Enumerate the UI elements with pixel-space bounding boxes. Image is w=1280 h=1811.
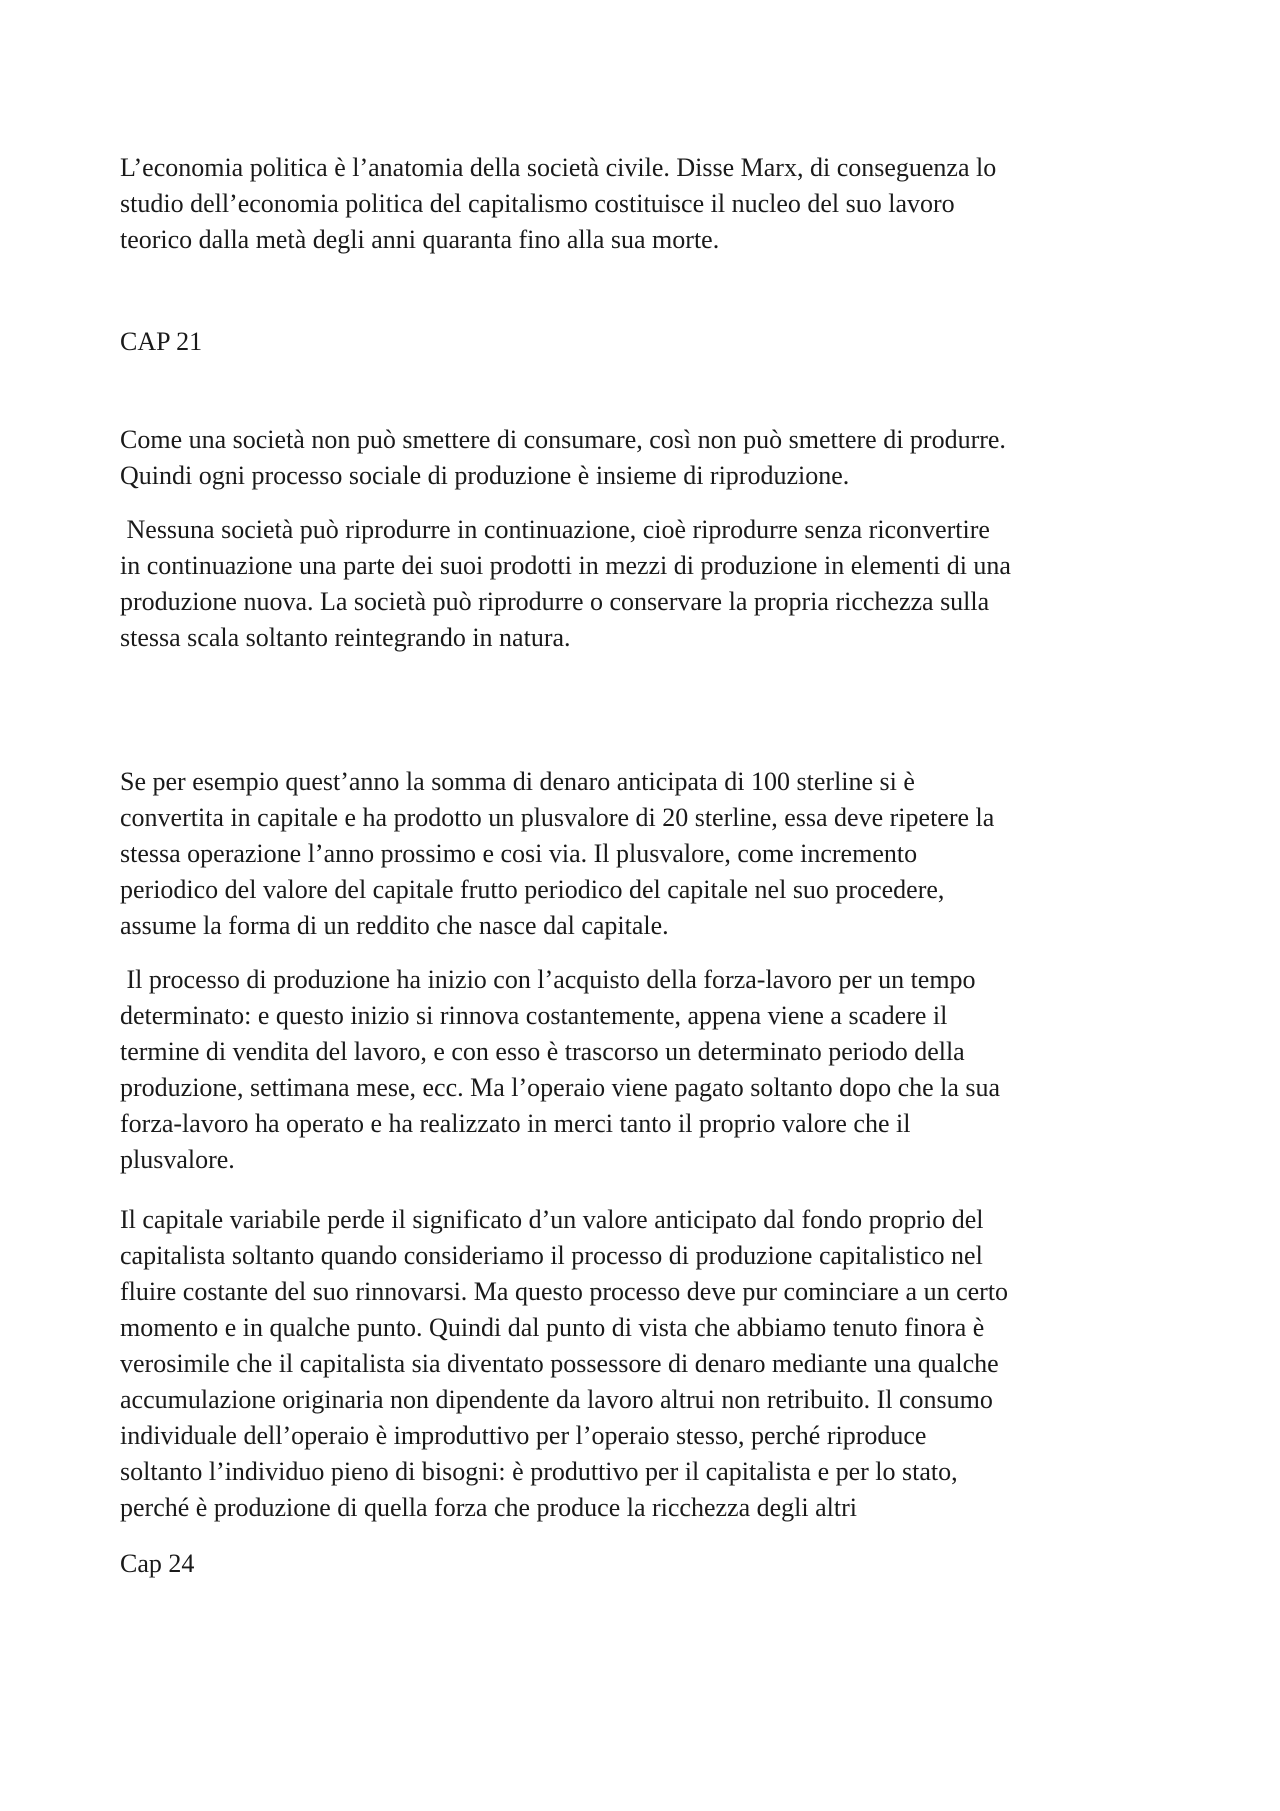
paragraph-line: Nessuna società può riprodurre in continuazione, cioè riprodurre senza riconvertire: [120, 515, 990, 544]
paragraph-line: fluire costante del suo rinnovarsi. Ma questo processo deve pur cominciare a un certo: [120, 1277, 1009, 1306]
intro-line: L’economia politica è l’anatomia della società civile. Disse Marx, di conseguenza lo: [120, 153, 997, 182]
paragraph-line: termine di vendita del lavoro, e con esso è trascorso un determinato periodo della: [120, 1037, 965, 1066]
paragraph-line: convertita in capitale e ha prodotto un plusvalore di 20 sterline, essa deve ripetere la: [120, 803, 995, 832]
paragraph-line: Quindi ogni processo sociale di produzione è insieme di riproduzione.: [120, 461, 850, 490]
paragraph-line: assume la forma di un reddito che nasce dal capitale.: [120, 911, 669, 940]
paragraph-line: stessa scala soltanto reintegrando in natura.: [120, 623, 571, 652]
paragraph-line: perché è produzione di quella forza che produce la ricchezza degli altri: [120, 1493, 857, 1522]
paragraph-line: momento e in qualche punto. Quindi dal punto di vista che abbiamo tenuto finora è: [120, 1313, 985, 1342]
paragraph-line: produzione nuova. La società può riprodurre o conservare la propria ricchezza sulla: [120, 587, 990, 616]
paragraph-line: Il capitale variabile perde il significato d’un valore anticipato dal fondo proprio del: [120, 1205, 984, 1234]
chapter-heading: CAP 21: [120, 327, 203, 356]
chapter-heading: Cap 24: [120, 1549, 195, 1578]
paragraph-line: plusvalore.: [120, 1145, 235, 1174]
paragraph-line: Il processo di produzione ha inizio con l’acquisto della forza-lavoro per un tempo: [120, 965, 976, 994]
paragraph-line: stessa operazione l’anno prossimo e cosi via. Il plusvalore, come incremento: [120, 839, 918, 868]
paragraph-line: capitalista soltanto quando consideriamo il processo di produzione capitalistico nel: [120, 1241, 983, 1270]
intro-line: teorico dalla metà degli anni quaranta fino alla sua morte.: [120, 225, 720, 254]
paragraph-line: accumulazione originaria non dipendente da lavoro altrui non retribuito. Il consumo: [120, 1385, 993, 1414]
paragraph-line: Come una società non può smettere di consumare, così non può smettere di produrre.: [120, 425, 1006, 454]
paragraph-line: produzione, settimana mese, ecc. Ma l’operaio viene pagato soltanto dopo che la sua: [120, 1073, 1001, 1102]
paragraph-line: determinato: e questo inizio si rinnova costantemente, appena viene a scadere il: [120, 1001, 948, 1030]
intro-line: studio dell’economia politica del capitalismo costituisce il nucleo del suo lavoro: [120, 189, 955, 218]
paragraph-line: soltanto l’individuo pieno di bisogni: è produttivo per il capitalista e per lo stato,: [120, 1457, 958, 1486]
paragraph-line: individuale dell’operaio è improduttivo per l’operaio stesso, perché riproduce: [120, 1421, 927, 1450]
paragraph-line: verosimile che il capitalista sia diventato possessore di denaro mediante una qualche: [120, 1349, 999, 1378]
paragraph-line: Se per esempio quest’anno la somma di denaro anticipata di 100 sterline si è: [120, 767, 915, 796]
paragraph-line: in continuazione una parte dei suoi prodotti in mezzi di produzione in elementi di una: [120, 551, 1011, 580]
paragraph-line: forza-lavoro ha operato e ha realizzato in merci tanto il proprio valore che il: [120, 1109, 911, 1138]
paragraph-line: periodico del valore del capitale frutto periodico del capitale nel suo procedere,: [120, 875, 945, 904]
